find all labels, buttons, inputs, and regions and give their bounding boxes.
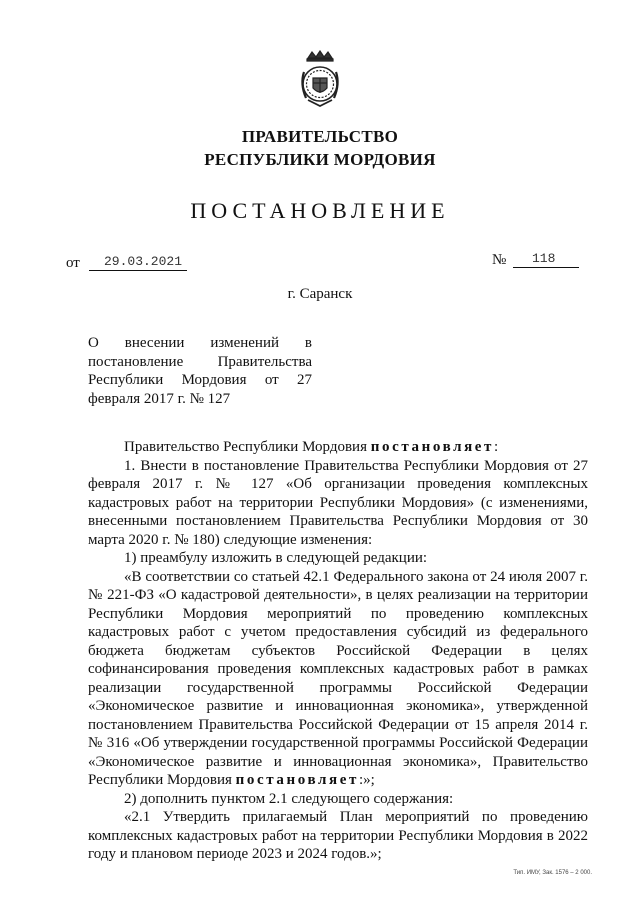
date-value: 29.03.2021 (104, 254, 183, 269)
body-paragraph-4: 2) дополнить пунктом 2.1 следующего содержания: (124, 790, 454, 807)
keyword-postanovlyaet: постановляет (370, 439, 495, 455)
number-value: 118 (532, 251, 556, 266)
coat-of-arms-icon (298, 50, 342, 110)
body-paragraph-3: «В соответствии со статьей 42.1 Федерального закона от 24 июля 2007 г. № 221-ФЗ «О кадастровой деятельности», в целях реализации на территории Республики Мордовия мероприятий по проведению комплексных кадастровых работ с учетом предоставления субсидий из федерального бюджета бюджетам субъектов Российской Федерации в целях софинансирования проведения комплексных кадастровых работ в рамках реализации государственной программы Российской Федерации «Экономическое развитие и инновационная экономика», утвержденной постановлением Правительства Российской Федерации от 15 апреля 2014 г. № 316 «Об утверждении государственной программы Российской Федерации «Экономическое развитие и инновационная экономика», Правительство Республики Мордовия постановляет:»; (88, 568, 588, 788)
body-paragraph-2: 1) преамбулу изложить в следующей редакции: (124, 550, 428, 566)
title-line: постановление Правительства (88, 353, 312, 370)
document-type: ПОСТАНОВЛЕНИЕ (190, 198, 450, 223)
number-label: № (492, 252, 507, 268)
date-label: от (66, 255, 80, 271)
title-line: февраля 2017 г. № 127 (88, 390, 231, 407)
city: г. Саранск (287, 286, 353, 302)
title-line: Республики Мордовия от 27 (88, 372, 312, 388)
body-paragraph-1: 1. Внести в постановление Правительства Республики Мордовия от 27 февраля 2017 г. № 127 «Об организации проведения комплексных кадастровых работ на территории Республики Мордовия» (с изменениями, внесенными постановлением Правительства Республики Мордовия от 30 марта 2020 г. № 180) следующие изменения: (88, 457, 588, 548)
date-underline (89, 270, 187, 271)
government-name-line2: РЕСПУБЛИКИ МОРДОВИЯ (204, 150, 436, 169)
document-title (88, 334, 312, 408)
print-imprint: Тип. ИМУ, Зак. 1576 – 2 000. (513, 870, 592, 876)
keyword-postanovlyaet: постановляет (235, 772, 359, 788)
title-line: О внесении изменений в (88, 335, 312, 351)
government-name-line1: ПРАВИТЕЛЬСТВО (241, 127, 399, 146)
body-paragraph-5: «2.1 Утвердить прилагаемый План мероприятий по проведению комплексных кадастровых работ на территории Республики Мордовия в 2022 году и плановом периоде 2023 и 2024 годов.»; (88, 809, 588, 862)
number-underline (513, 267, 579, 268)
body-intro: Правительство Республики Мордовия постановляет: (124, 439, 499, 455)
document-body (88, 438, 588, 864)
